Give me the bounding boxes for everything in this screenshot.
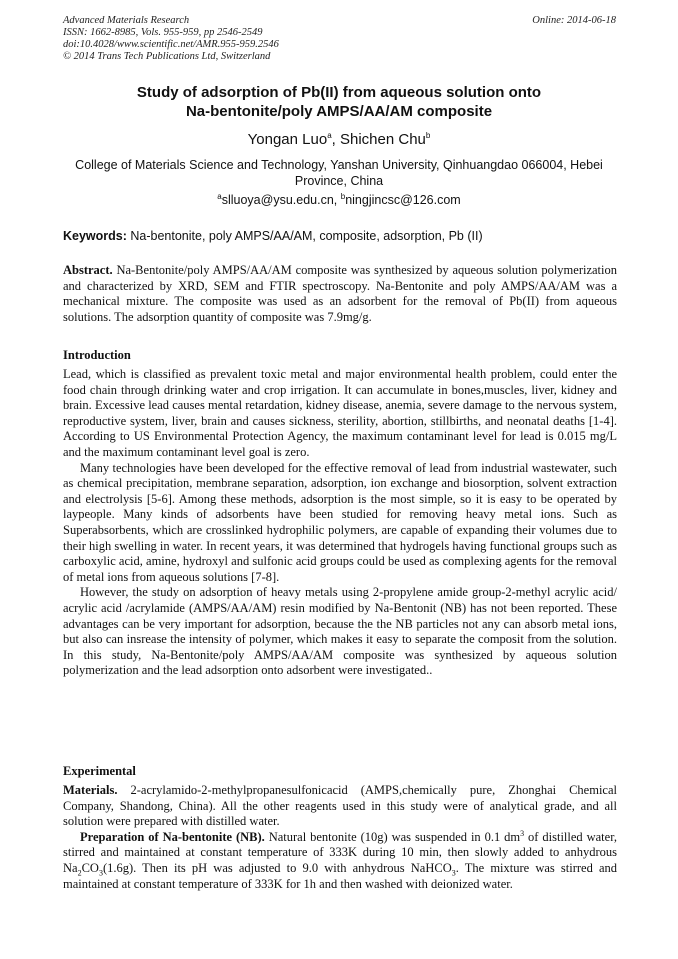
journal-name: Advanced Materials Research <box>63 15 190 26</box>
keywords-text: Na-bentonite, poly AMPS/AA/AM, composite, adsorption, Pb (II) <box>126 229 483 243</box>
author-separator: , <box>331 131 340 148</box>
email-superscript: a <box>217 191 222 201</box>
email-a-link[interactable]: slluoya@ysu.edu.cn, <box>221 193 341 207</box>
intro-paragraph-1: Lead, which is classified as prevalent toxic metal and major environmental health problem, could enter the food chain through drinking water and crop irrigation. It can accumulate in bones,muscles, liver, kidney and brain. Excessive lead causes mental retardation, kidney disease, anemia, severe damage to the nervous system, reproductive system, liver, brain and causes sickness, sterility, abortion, stillbirths, and neonatal deaths [1-4]. According to US Environmental Protection Agency, the maximum contaminant level for lead is 0.015 mg/L and the maximum contaminant level goal is zero. <box>63 367 617 459</box>
intro-paragraph-3: However, the study on adsorption of heavy metals using 2-propylene amide group-2-methyl acrylic acid/ acrylic acid /acrylamide (AMPS/AA/AM) resin modified by Na-Bentonit (NB) has not been reported. These advantages can be very important for adsorption, because the the NB particles not any can absorb metal ions, but also can insrease the intensity of polymer, which makes it easy to separate the composit from the solution. In this study, Na-Bentonite/poly AMPS/AA/AM composite was synthesized by aqueous solution polymerization and the lead adsorption onto adsorbent were investigated.. <box>63 585 617 678</box>
keywords <box>63 229 618 244</box>
title-line-2: Na-bentonite/poly AMPS/AA/AM composite <box>185 103 493 120</box>
title-line-1: Study of adsorption of Pb(II) from aqueous solution onto <box>136 84 542 101</box>
email-line <box>40 193 638 208</box>
introduction-section <box>63 367 617 679</box>
paper-title <box>40 83 638 121</box>
abstract-text: Na-Bentonite/poly AMPS/AA/AM composite was synthesized by aqueous solution polymerization and characterized by XRD, SEM and FTIR spectroscopy. Na-Bentonite and poly AMPS/AA/AM was a mechanical mixture. The composite was used as an adsorbent for the removal of Pb(II) from aqueous solutions. The adsorption quantity of composite was 7.9mg/g. <box>63 263 617 324</box>
doi-line[interactable]: doi:10.4028/www.scientific.net/AMR.955-959.2546 <box>63 39 279 50</box>
prep-subscript: 3 <box>451 868 456 878</box>
prep-text: of distilled water, stirred and maintained at constant temperature of 333K during 10 min, then slowly added to anhydrous Na <box>63 829 617 875</box>
prep-superscript: 3 <box>520 828 525 838</box>
preparation-label: Preparation of Na-bentonite (NB). <box>80 829 265 844</box>
author-list <box>40 131 638 149</box>
author-name: Shichen Chu <box>339 131 426 148</box>
author-superscript: b <box>425 131 431 140</box>
copyright-line: © 2014 Trans Tech Publications Ltd, Switzerland <box>63 51 271 62</box>
intro-paragraph-2: Many technologies have been developed for the effective removal of lead from industrial wastewater, such as chemical precipitation, membrane separation, adsorption, ion exchange and biosorption, solvent extraction and electrolysis [5-6]. Among these methods, adsorption is the most simple, so it is easy to be operated by laypeople. Many kinds of adsorbents have been studied for removing heavy metal ions. Such as Superabsorbents, which are crosslinked hydrophilic polymers, are capable of expanding their volumes due to their high swelling in water. In recent years, it was determined that hydrogels having functional groups such as carboxylic acid, amine, hydroxyl and sulfonic acid groups could be used as complexing agents for the removal of metal ions from aqueous solutions [7-8]. <box>63 460 617 584</box>
materials-label: Materials. <box>63 783 118 797</box>
author-superscript: a <box>327 131 332 140</box>
email-b-link[interactable]: ningjincsc@126.com <box>345 193 461 207</box>
affiliation: College of Materials Science and Technology, Yanshan University, Qinhuangdao 066004, Hebei Province, China <box>75 158 603 188</box>
keywords-label: Keywords: <box>63 229 127 243</box>
preparation-paragraph <box>63 830 617 892</box>
experimental-section <box>63 783 617 892</box>
prep-text: Natural bentonite (10g) was suspended in 0.1 dm <box>264 829 521 844</box>
materials-paragraph <box>63 783 617 830</box>
materials-text: 2-acrylamido-2-methylpropanesulfonicacid (AMPS,chemically pure, Zhonghai Chemical Company, Shandong, China). All the other reagents used in this study were of analytical grade, and all solution were prepared with distilled water. <box>63 783 617 829</box>
introduction-heading: Introduction <box>63 348 131 362</box>
prep-text: (1.6g). Then its pH was adjusted to 9.0 with anhydrous NaHCO <box>102 860 452 875</box>
journal-header <box>63 15 279 63</box>
issn-line: ISSN: 1662-8985, Vols. 955-959, pp 2546-2549 <box>63 27 263 38</box>
prep-text: CO <box>81 860 99 875</box>
experimental-heading: Experimental <box>63 764 136 778</box>
prep-text: . The mixture was stirred and maintained at constant temperature of 333K for 1h and then washed with deionized water. <box>63 860 617 891</box>
email-superscript: b <box>340 191 346 201</box>
abstract-label: Abstract. <box>63 263 113 277</box>
prep-subscript: 3 <box>98 868 103 878</box>
abstract-section <box>63 263 617 325</box>
prep-subscript: 2 <box>77 868 82 878</box>
author-name: Yongan Luo <box>247 131 328 148</box>
online-date: Online: 2014-06-18 <box>532 15 616 26</box>
